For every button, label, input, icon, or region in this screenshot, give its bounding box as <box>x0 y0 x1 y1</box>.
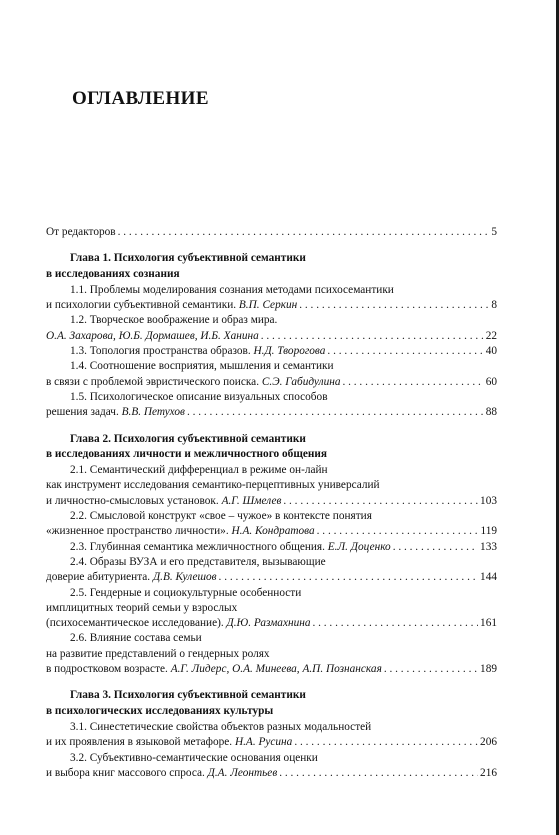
page-number: 216 <box>480 766 497 779</box>
dot-leader <box>279 766 478 781</box>
toc-entry-1-5[interactable] <box>46 390 497 421</box>
entry-author: А.Г. Лидерс, О.А. Минеева, А.П. Познанская <box>170 663 382 676</box>
toc-entry-2-1[interactable] <box>46 463 497 509</box>
entry-title-end: доверие абитуриента. <box>46 571 151 584</box>
entry-leader-line <box>46 405 497 420</box>
entry-text-author <box>46 494 281 509</box>
page-title: ОГЛАВЛЕНИЕ <box>72 88 209 109</box>
entry-title-end: в связи с проблемой эвристического поиска. <box>46 375 260 388</box>
entry-title-end: (психосемантическое исследование). <box>46 617 224 630</box>
chapter-1 <box>46 251 497 420</box>
entry-author: Д.В. Кулешов <box>152 571 217 584</box>
dot-leader <box>342 375 483 390</box>
page-number: 22 <box>485 329 497 342</box>
entry-leader-line <box>46 616 497 631</box>
entry-leader-line <box>46 298 497 313</box>
entry-text-author <box>46 616 310 631</box>
dot-leader <box>384 662 478 677</box>
entry-title-end: «жизненное пространство личности». <box>46 525 229 538</box>
toc-entry-2-5[interactable] <box>46 586 497 632</box>
chapter-3 <box>46 688 497 781</box>
toc-entry-2-3[interactable] <box>46 540 497 555</box>
entry-title: 1.4. Соотношение восприятия, мышления и семантики <box>70 360 334 373</box>
entry-title-continued: на развитие представлений о гендерных ролях <box>46 647 270 660</box>
entry-author: Н.А. Русина <box>234 736 293 749</box>
page-number: 133 <box>480 540 497 553</box>
entry-leader-line <box>46 662 497 677</box>
toc-entry-3-2[interactable] <box>46 751 497 782</box>
entry-title-continued: имплицитных теорий семьи у взрослых <box>46 601 238 614</box>
entry-title: 2.4. Образы ВУЗА и его представителя, вызывающие <box>70 555 326 568</box>
page-number: 60 <box>485 375 497 388</box>
toc-entry-3-1[interactable] <box>46 720 497 751</box>
page-number: 103 <box>480 494 497 507</box>
page-number: 40 <box>485 345 497 358</box>
entry-text-author <box>46 375 340 390</box>
entry-title: 1.1. Проблемы моделирования сознания методами психосемантики <box>70 283 394 296</box>
entry-text-author <box>46 766 277 781</box>
entry-author: Д.А. Леонтьев <box>207 766 278 779</box>
entry-title-continued: как инструмент исследования семантико-перцептивных универсалий <box>46 479 380 492</box>
entry-title-end: и их проявления в языковой метафоре. <box>46 736 233 749</box>
entry-leader-line <box>46 375 497 390</box>
toc-entry-text: От редакторов <box>46 226 116 238</box>
entry-author: А.Г. Шмелев <box>221 494 282 507</box>
entry-author: Е.Л. Доценко <box>327 540 391 553</box>
entry-author: В.В. Петухов <box>121 406 185 419</box>
chapter-title-continued: в психологических исследованиях культуры <box>46 704 274 717</box>
entry-author: О.А. Захарова, Ю.Б. Дормашев, И.Б. Ханина <box>46 329 259 342</box>
toc-entry-editors[interactable] <box>46 225 497 240</box>
toc-entry-1-2[interactable] <box>46 313 497 344</box>
chapter-2 <box>46 432 497 678</box>
chapter-title: Глава 2. Психология субъективной семантики <box>70 432 306 445</box>
page-number: 8 <box>491 299 497 312</box>
dot-leader <box>317 524 479 539</box>
entry-title: 3.1. Синестетические свойства объектов разных модальностей <box>70 720 372 733</box>
dot-leader <box>219 570 479 585</box>
entry-leader-line <box>46 344 497 359</box>
entry-text-author <box>46 735 292 750</box>
toc-entry-2-6[interactable] <box>46 631 497 677</box>
entry-leader-line <box>46 540 497 555</box>
entry-text-author <box>46 524 315 539</box>
dot-leader <box>312 616 478 631</box>
entry-leader-line <box>46 494 497 509</box>
entry-leader-line <box>46 570 497 585</box>
table-of-contents <box>46 225 497 781</box>
chapter-title-continued: в исследованиях личности и межличностного общения <box>46 447 327 460</box>
entry-text-author <box>70 540 391 555</box>
chapter-title: Глава 3. Психология субъективной семантики <box>70 689 306 702</box>
entry-leader-line <box>46 329 497 344</box>
toc-entry-1-4[interactable] <box>46 359 497 390</box>
entry-author: Н.Д. Творогова <box>253 345 326 358</box>
dot-leader <box>187 405 484 420</box>
entry-title: 1.3. Топология пространства образов. <box>70 345 251 358</box>
page-number: 206 <box>480 736 497 749</box>
page-number: 5 <box>491 226 497 238</box>
page-number: 144 <box>480 571 497 584</box>
entry-title: 2.1. Семантический дифференциал в режиме он-лайн <box>70 464 328 477</box>
toc-entry-2-4[interactable] <box>46 555 497 586</box>
entry-author: Д.Ю. Размахнина <box>226 617 311 630</box>
entry-title: 2.6. Влияние состава семьи <box>70 632 202 645</box>
entry-text-author <box>46 662 382 677</box>
entry-leader-line <box>46 766 497 781</box>
entry-title-end: и личностно-смысловых установок. <box>46 494 219 507</box>
entry-text-author <box>46 298 297 313</box>
toc-entry-1-1[interactable] <box>46 283 497 314</box>
page-number: 88 <box>485 406 497 419</box>
entry-leader-line <box>46 524 497 539</box>
entry-title: 3.2. Субъективно-семантические основания оценки <box>70 751 318 764</box>
entry-leader-line <box>46 735 497 750</box>
page-number: 161 <box>480 617 497 630</box>
entry-title: 2.3. Глубинная семантика межличностного общения. <box>70 540 325 553</box>
entry-title: 2.2. Смысловой конструкт «свое – чужое» в контексте понятия <box>70 510 372 523</box>
dot-leader <box>283 494 478 509</box>
entry-author: В.П. Серкин <box>238 299 298 312</box>
entry-title-end: в подростковом возрасте. <box>46 663 168 676</box>
page-number: 189 <box>480 663 497 676</box>
toc-entry-1-3[interactable] <box>46 344 497 359</box>
entry-title-end: решения задач. <box>46 406 119 419</box>
dot-leader <box>299 298 489 313</box>
dot-leader <box>118 225 490 240</box>
dot-leader <box>327 344 483 359</box>
entry-text-author <box>46 570 217 585</box>
entry-author: С.Э. Габидулина <box>261 375 341 388</box>
dot-leader <box>294 735 478 750</box>
entry-text-author <box>70 344 325 359</box>
dot-leader <box>393 540 478 555</box>
chapter-title: Глава 1. Психология субъективной семантики <box>70 252 306 265</box>
entry-title-end: и выбора книг массового спроса. <box>46 766 205 779</box>
entry-title: 2.5. Гендерные и социокультурные особенности <box>70 586 302 599</box>
dot-leader <box>261 329 484 344</box>
entry-author: Н.А. Кондратова <box>231 525 315 538</box>
toc-entry-2-2[interactable] <box>46 509 497 540</box>
chapter-title-continued: в исследованиях сознания <box>46 267 180 280</box>
entry-text-author <box>46 329 259 344</box>
entry-title: 1.5. Психологическое описание визуальных способов <box>70 390 328 403</box>
page-number: 119 <box>480 525 497 538</box>
entry-title: 1.2. Творческое воображение и образ мира. <box>70 314 278 327</box>
entry-text-author <box>46 405 185 420</box>
entry-title-end: и психологии субъективной семантики. <box>46 299 237 312</box>
